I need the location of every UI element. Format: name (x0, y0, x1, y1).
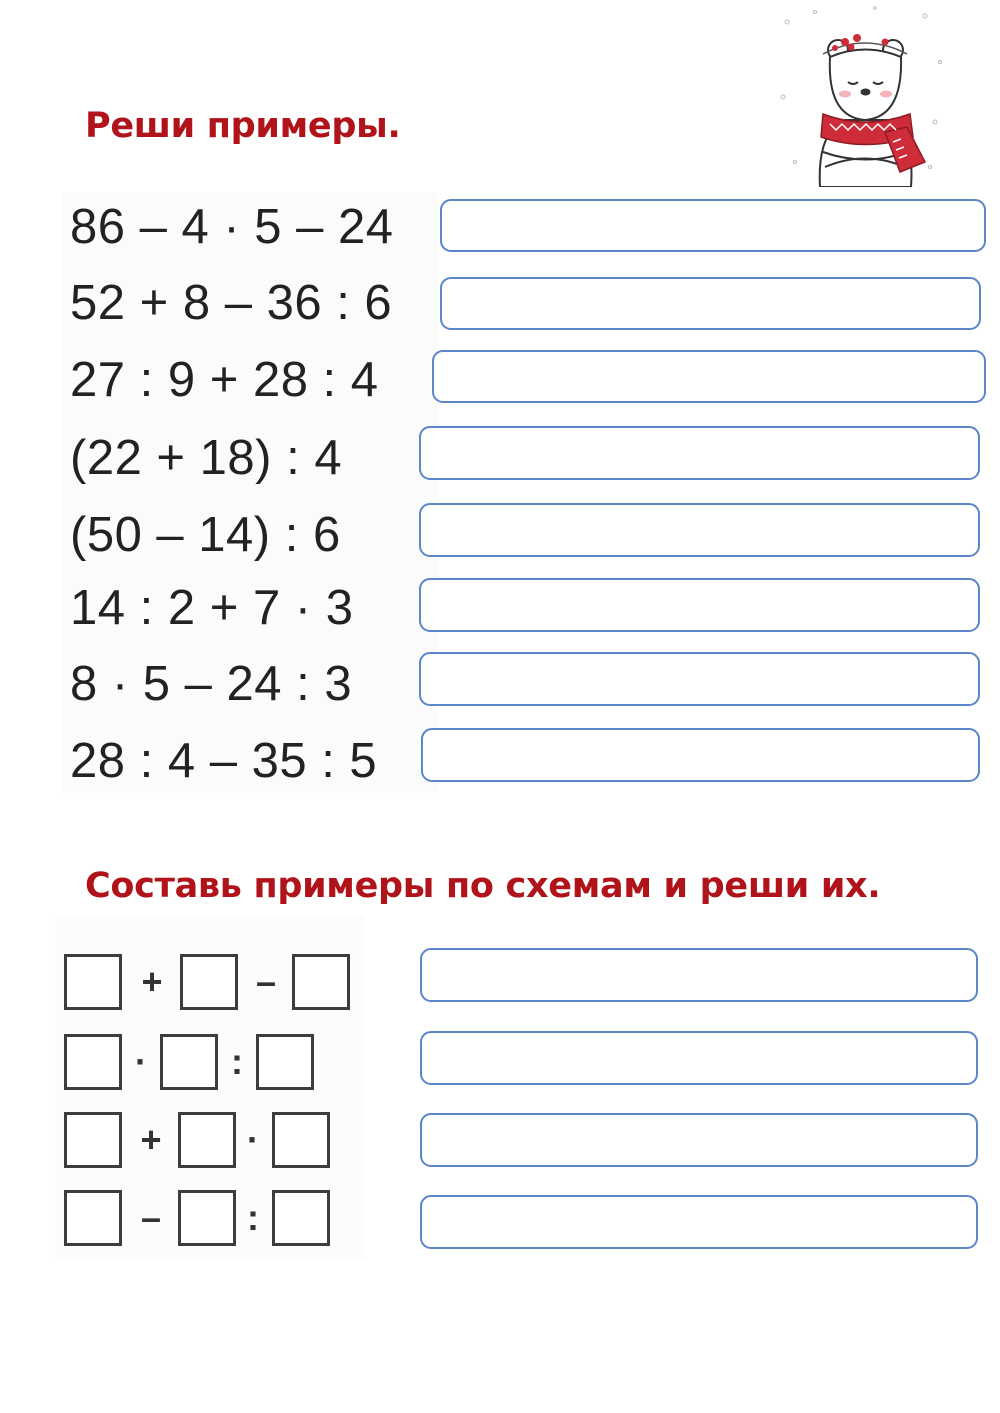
scheme-answer-input-1[interactable] (420, 948, 978, 1002)
heading-solve-examples: Реши примеры. (85, 106, 401, 146)
expression-1: 86 – 4 · 5 – 24 (70, 200, 394, 254)
expression-5: (50 – 14) : 6 (70, 508, 341, 562)
answer-input-3[interactable] (432, 350, 986, 403)
scheme-box (64, 1190, 122, 1246)
scheme-operator: + (140, 1119, 162, 1160)
scheme-box (292, 954, 350, 1010)
answer-input-7[interactable] (419, 652, 980, 706)
heading-compose-examples: Составь примеры по схемам и реши их. (85, 866, 881, 906)
scheme-box (64, 954, 122, 1010)
expression-7: 8 · 5 – 24 : 3 (70, 657, 353, 711)
scheme-box (180, 954, 238, 1010)
expression-4: (22 + 18) : 4 (70, 431, 343, 485)
answer-input-8[interactable] (421, 728, 980, 782)
scheme-box (64, 1112, 122, 1168)
scheme-box (256, 1034, 314, 1090)
expression-3: 27 : 9 + 28 : 4 (70, 353, 379, 407)
scheme-answer-input-2[interactable] (420, 1031, 978, 1085)
answer-input-4[interactable] (419, 426, 980, 480)
answer-input-5[interactable] (419, 503, 980, 557)
scheme-operator: – (140, 1197, 162, 1238)
answer-input-2[interactable] (440, 277, 981, 330)
answer-input-6[interactable] (419, 578, 980, 632)
scheme-box (64, 1034, 122, 1090)
scheme-operator: : (231, 1041, 243, 1082)
scheme-box (272, 1112, 330, 1168)
scheme-operator: · (247, 1119, 259, 1160)
scheme-operator: + (141, 961, 163, 1002)
expression-2: 52 + 8 – 36 : 6 (70, 276, 393, 330)
scheme-operator: : (247, 1197, 259, 1238)
scheme-answer-input-3[interactable] (420, 1113, 978, 1167)
scheme-box (160, 1034, 218, 1090)
expression-8: 28 : 4 – 35 : 5 (70, 734, 378, 788)
expression-6: 14 : 2 + 7 · 3 (70, 581, 354, 635)
scheme-box (272, 1190, 330, 1246)
scheme-answer-input-4[interactable] (420, 1195, 978, 1249)
scheme-operator: · (135, 1041, 147, 1082)
polar-bear-scarf-icon (775, 2, 950, 187)
answer-input-1[interactable] (440, 199, 986, 252)
scheme-operator: – (255, 961, 277, 1002)
